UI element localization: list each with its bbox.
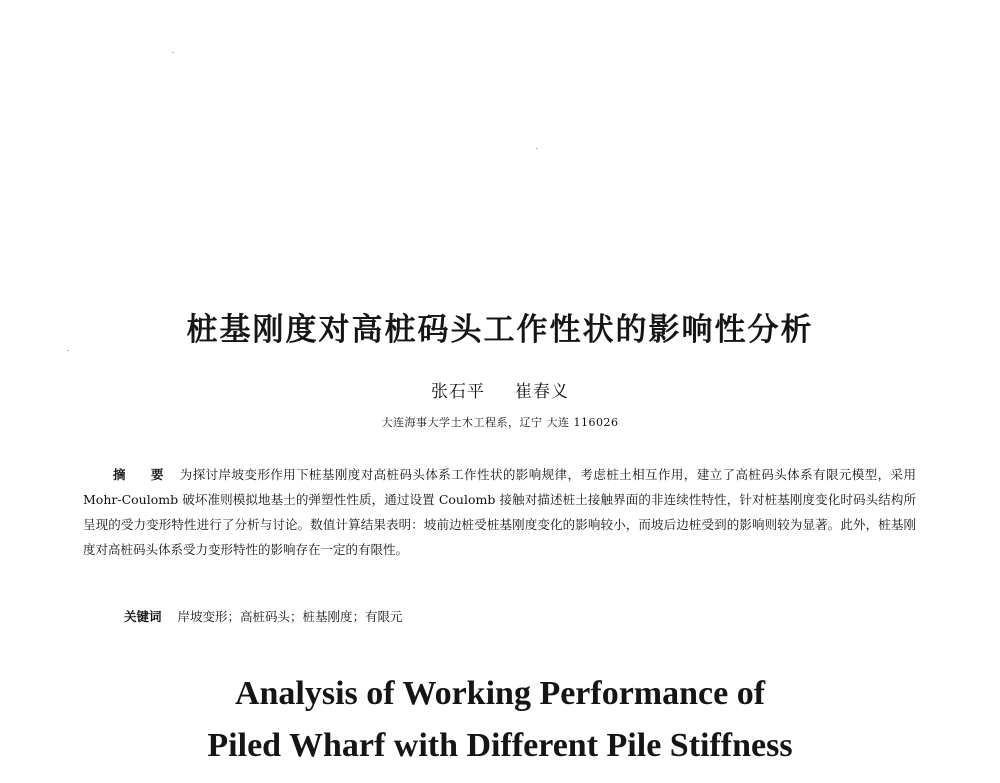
author-list bbox=[0, 381, 1000, 403]
paper-title-chinese: 桩基刚度对高桩码头工作性状的影响性分析 bbox=[186, 312, 814, 348]
scan-speck bbox=[172, 52, 174, 53]
abstract bbox=[83, 462, 916, 562]
author-affiliation: 大连海事大学土木工程系，辽宁 大连 116026 bbox=[381, 416, 619, 429]
abstract-label: 摘 要 bbox=[113, 467, 170, 482]
keywords-text: 岸坡变形；高桩码头；桩基刚度；有限元 bbox=[177, 609, 403, 624]
paper-title-english bbox=[0, 668, 1000, 772]
keywords-label: 关键词 bbox=[124, 609, 162, 624]
author-name: 崔春义 bbox=[515, 382, 569, 402]
abstract-text: 为探讨岸坡变形作用下桩基刚度对高桩码头体系工作性状的影响规律，考虑桩土相互作用，建立了高桩码头体系有限元模型，采用 Mohr-Coulomb 破坏准则模拟地基土的弹塑性性质，通过设置 Coulomb 接触对描述桩土接触界面的非连续性特性，针对桩基刚度变化时码头结构所呈现的受力变形特性进行了分析与讨论。数值计算结果表明：坡前边桩受桩基刚度变化的影响较小，而坡后边桩受到的影响则较为显著。此外，桩基刚度对高桩码头体系受力变形特性的影响存在一定的有限性。 bbox=[83, 467, 916, 557]
paper-title-english-line: Analysis of Working Performance of bbox=[234, 675, 766, 712]
keywords bbox=[124, 607, 914, 627]
paper-title-english-line: Piled Wharf with Different Pile Stiffness bbox=[207, 727, 793, 764]
author-name: 张石平 bbox=[431, 382, 485, 402]
scan-speck bbox=[536, 148, 538, 149]
